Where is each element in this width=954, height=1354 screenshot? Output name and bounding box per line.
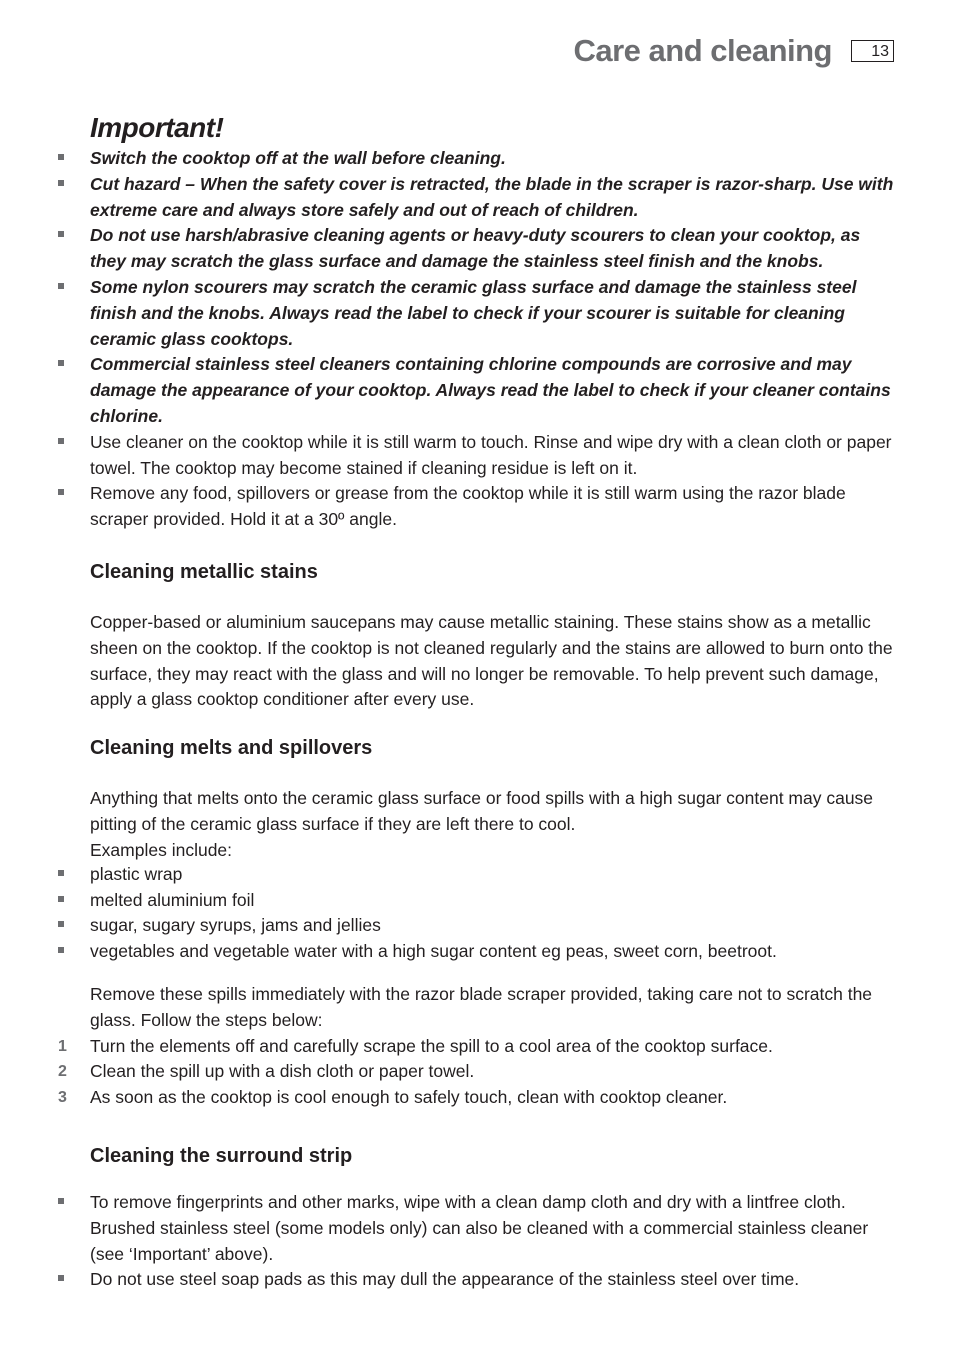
bullet-icon (58, 921, 64, 927)
list-item: Switch the cooktop off at the wall before cleaning. (90, 146, 900, 172)
surround-list (90, 1190, 900, 1293)
section-heading-melts: Cleaning melts and spillovers (90, 737, 373, 760)
bullet-icon (58, 896, 64, 902)
list-item: Remove any food, spillovers or grease from the cooktop while it is still warm using the razor blade scraper provided. Hold it at a 30º angle. (90, 481, 900, 533)
step-number: 2 (58, 1063, 67, 1081)
bullet-icon (58, 360, 64, 366)
important-heading: Important! (90, 112, 224, 143)
page-title: Care and cleaning (573, 33, 832, 68)
bullet-icon (58, 438, 64, 444)
step-number: 1 (58, 1037, 67, 1055)
step-item: 2 Clean the spill up with a dish cloth or paper towel. (90, 1059, 900, 1085)
list-item: Commercial stainless steel cleaners containing chlorine compounds are corrosive and may damage the appearance of your cooktop. Always read the label to check if your cleaner contains chlorine. (90, 352, 900, 429)
section-heading-metallic: Cleaning metallic stains (90, 560, 318, 583)
bullet-icon (58, 180, 64, 186)
examples-label: Examples include: (90, 839, 233, 860)
steps-list (58, 1034, 900, 1111)
list-item: To remove fingerprints and other marks, wipe with a clean damp cloth and dry with a lintfree cloth. Brushed stainless steel (some models only) can also be cleaned with a commercial stainless cleaner (see ‘Important’ above). (90, 1190, 900, 1267)
bullet-icon (58, 870, 64, 876)
examples-list (90, 862, 900, 965)
list-item: plastic wrap (90, 862, 900, 888)
bullet-icon (58, 231, 64, 237)
page-number: 13 (851, 40, 894, 62)
bullet-icon (58, 947, 64, 953)
bullet-icon (58, 1198, 64, 1204)
step-item: 3 As soon as the cooktop is cool enough to safely touch, clean with cooktop cleaner. (90, 1085, 900, 1111)
melts-paragraph: Anything that melts onto the ceramic glass surface or food spills with a high sugar content may cause pitting of the ceramic glass surface if they are left there to cool. (90, 788, 874, 834)
bullet-icon (58, 154, 64, 160)
section-heading-surround: Cleaning the surround strip (90, 1144, 353, 1167)
list-item: Do not use steel soap pads as this may dull the appearance of the stainless steel over time. (90, 1267, 900, 1293)
metallic-paragraph: Copper-based or aluminium saucepans may cause metallic staining. These stains show as a metallic sheen on the cooktop. If the cooktop is not cleaned regularly and the stains are allowed to burn onto the surface, they may react with the glass and will no longer be removable. To help prevent such damage, apply a glass cooktop conditioner after every use. (90, 611, 893, 710)
list-item: Use cleaner on the cooktop while it is still warm to touch. Rinse and wipe dry with a clean cloth or paper towel. The cooktop may become stained if cleaning residue is left on it. (90, 430, 900, 482)
bullet-icon (58, 489, 64, 495)
list-item: vegetables and vegetable water with a high sugar content eg peas, sweet corn, beetroot. (90, 939, 900, 965)
page-content (58, 112, 900, 1293)
list-item: Cut hazard – When the safety cover is retracted, the blade in the scraper is razor-sharp. Use with extreme care and always store safely and out of reach of children. (90, 172, 900, 224)
melts-paragraph-2: Remove these spills immediately with the razor blade scraper provided, taking care not to scratch the glass. Follow the steps below: (90, 983, 873, 1030)
list-item: sugar, sugary syrups, jams and jellies (90, 913, 900, 939)
important-list (90, 146, 900, 533)
step-number: 3 (58, 1089, 67, 1107)
list-item: Some nylon scourers may scratch the ceramic glass surface and damage the stainless steel finish and the knobs. Always read the label to check if your scourer is suitable for cleaning ceramic glass cooktops. (90, 275, 900, 352)
bullet-icon (58, 283, 64, 289)
list-item: Do not use harsh/abrasive cleaning agents or heavy-duty scourers to clean your cooktop, as they may scratch the glass surface and damage the stainless steel finish and the knobs. (90, 223, 900, 275)
step-item: 1 Turn the elements off and carefully scrape the spill to a cool area of the cooktop surface. (90, 1034, 900, 1060)
list-item: melted aluminium foil (90, 888, 900, 914)
bullet-icon (58, 1275, 64, 1281)
